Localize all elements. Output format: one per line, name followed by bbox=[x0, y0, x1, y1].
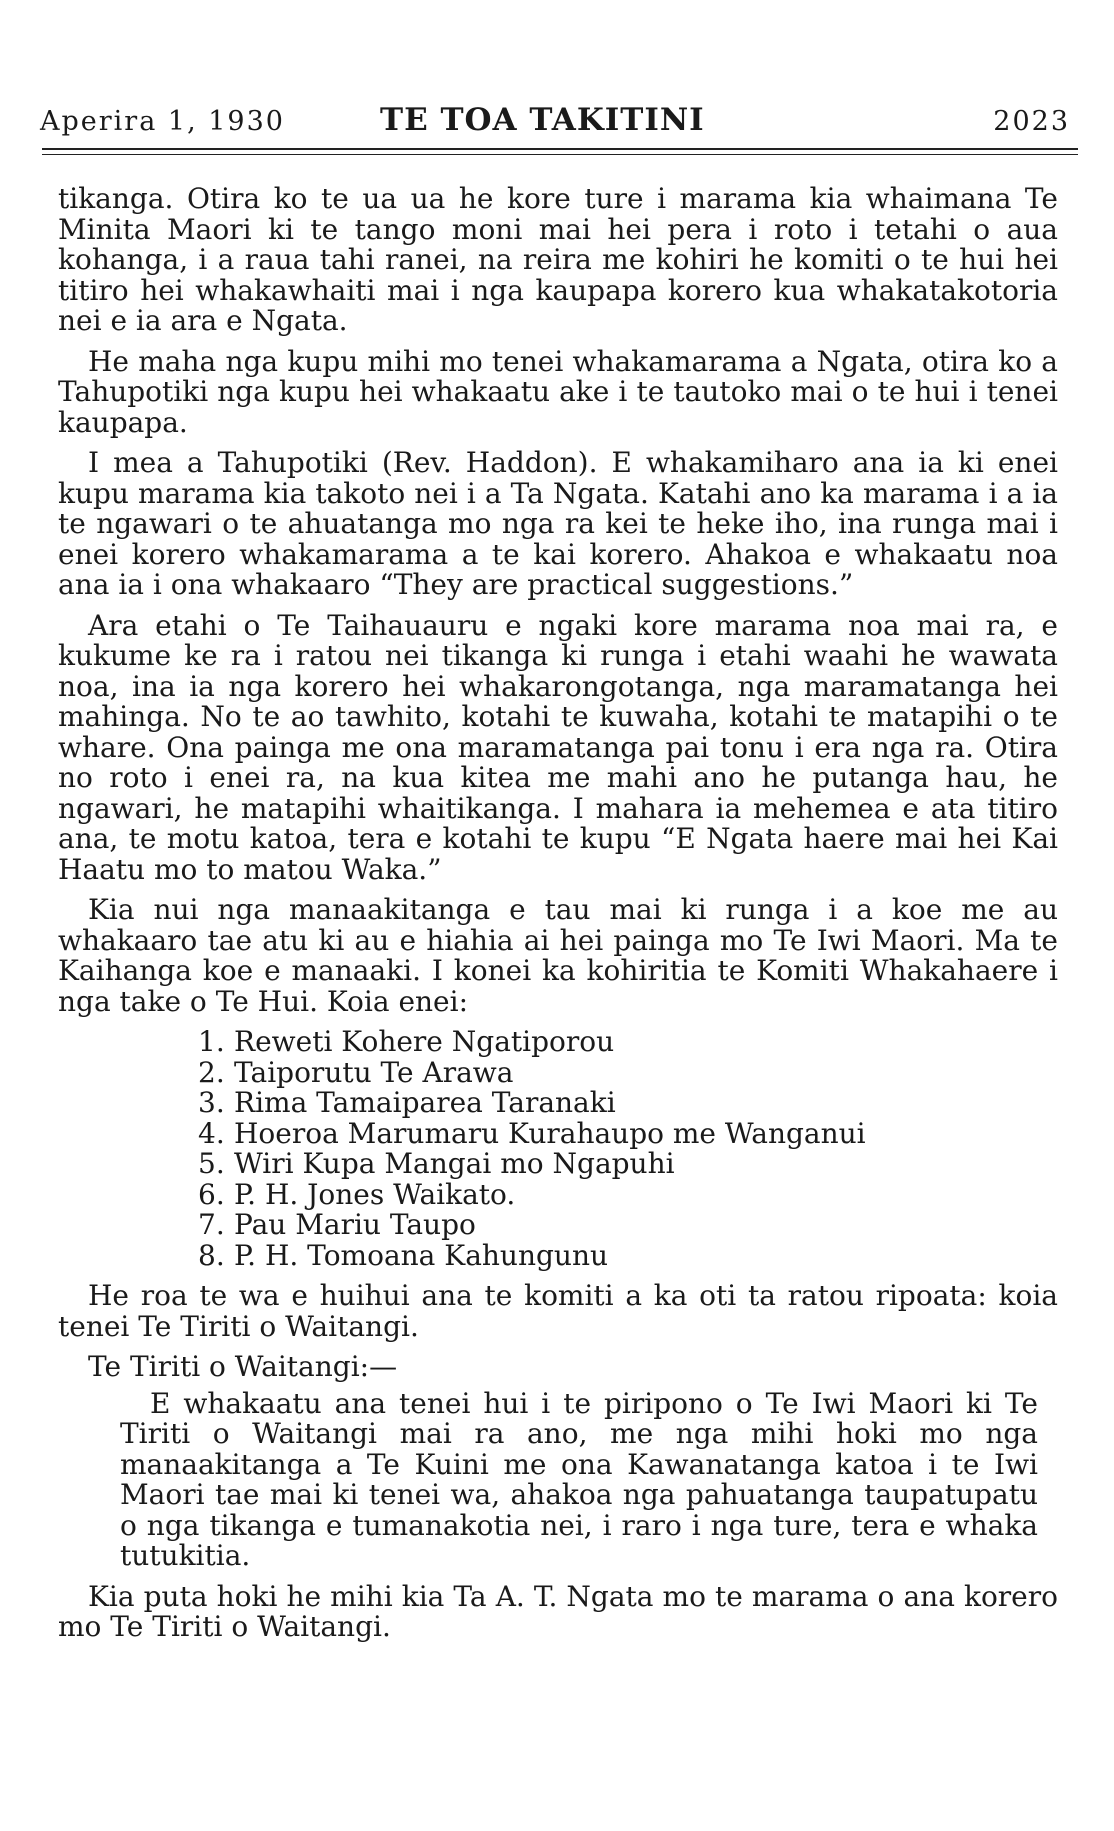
section-heading: Te Tiriti o Waitangi:— bbox=[88, 1350, 398, 1383]
header-rule-top bbox=[42, 148, 1078, 150]
committee-list bbox=[198, 1027, 1058, 1271]
list-item: 5. Wiri Kupa Mangai mo Ngapuhi bbox=[198, 1147, 675, 1180]
paragraph: He roa te wa e huihui ana te komiti a ka oti ta ratou ripoata: koia tenei Te Tiriti o Waitangi. bbox=[58, 1279, 1058, 1343]
list-item: 3. Rima Tamaiparea Taranaki bbox=[198, 1086, 616, 1119]
list-item: 7. Pau Mariu Taupo bbox=[198, 1208, 476, 1241]
list-item: 6. P. H. Jones Waikato. bbox=[198, 1177, 516, 1211]
page-number: 2023 bbox=[993, 106, 1070, 137]
paragraph: He maha nga kupu mihi mo tenei whakamarama a Ngata, otira ko a Tahupotiki nga kupu hei whakaatu ake i te tautoko mai o te hui i tenei kaupapa. bbox=[58, 344, 1058, 439]
page-header bbox=[40, 96, 1080, 144]
paragraph: Kia nui nga manaakitanga e tau mai ki runga i a koe me au whakaaro tae atu ki au e hiahia ai hei painga mo Te Iwi Maori. Ma te Kaihanga koe e manaaki. I konei ka kohiritia te Komiti Whakahaere i nga take o Te Hui. Koia enei: bbox=[58, 893, 1058, 1018]
list-item: 1. Reweti Kohere Ngatiporou bbox=[198, 1025, 615, 1058]
list-item: 2. Taiporutu Te Arawa bbox=[198, 1055, 514, 1089]
list-item: 8. P. H. Tomoana Kahungunu bbox=[198, 1238, 609, 1272]
issue-date: Aperira 1, 1930 bbox=[40, 106, 285, 137]
paragraph: Ara etahi o Te Taihauauru e ngaki kore marama noa mai ra, e kukume ke ra i ratou nei tikanga ki runga i etahi waahi he wawata noa, ina ia nga korero hei whakarongotanga, nga maramatanga hei mahinga. No te ao tawhito, kotahi te kuwaha, kotahi te matapihi o te whare. Ona painga me ona maramatanga pai tonu i era nga ra. Otira no roto i enei ra, na kua kitea me mahi ano he putanga hau, he ngawari, he matapihi whaitikanga. I mahara ia mehemea e ata titiro ana, te motu katoa, tera e kotahi te kupu “E Ngata haere mai hei Kai Haatu mo to matou Waka.” bbox=[58, 608, 1058, 886]
publication-title: TE TOA TAKITINI bbox=[380, 102, 705, 138]
paragraph: Kia puta hoki he mihi kia Ta A. T. Ngata mo te marama o ana korero mo Te Tiriti o Waitangi. bbox=[58, 1579, 1058, 1643]
header-rule-bottom bbox=[42, 154, 1078, 155]
paragraph: tikanga. Otira ko te ua ua he kore ture i marama kia whaimana Te Minita Maori ki te tango moni mai hei pera i roto i tetahi o aua kohanga, i a raua tahi ranei, na reira me kohiri he komiti o te hui hei titiro hei whakawhaiti mai i nga kaupapa korero kua whakatakotoria nei e ia ara e Ngata. bbox=[58, 182, 1058, 337]
list-item: 4. Hoeroa Marumaru Kurahaupo me Wanganui bbox=[198, 1116, 866, 1150]
paragraph: I mea a Tahupotiki (Rev. Haddon). E whakamiharo ana ia ki enei kupu marama kia takoto nei i a Ta Ngata. Katahi ano ka marama i a ia te ngawari o te ahuatanga mo nga ra kei te heke iho, ina runga mai i enei korero whakamarama a te kai korero. Ahakoa e whakaatu noa ana ia i ona whakaaro “They are practical suggestions.” bbox=[58, 446, 1058, 601]
article-body bbox=[58, 184, 1058, 1653]
treaty-resolution: E whakaatu ana tenei hui i te piripono o Te Iwi Maori ki Te Tiriti o Waitangi mai ra ano, me nga mihi hoki mo nga manaakitanga a Te Kuini me ona Kawanatanga katoa i te Iwi Maori tae mai ki tenei wa, ahakoa nga pahuatanga taupatupatu o nga tikanga e tumanakotia nei, i raro i nga ture, tera e whaka tutukitia. bbox=[120, 1386, 1038, 1572]
